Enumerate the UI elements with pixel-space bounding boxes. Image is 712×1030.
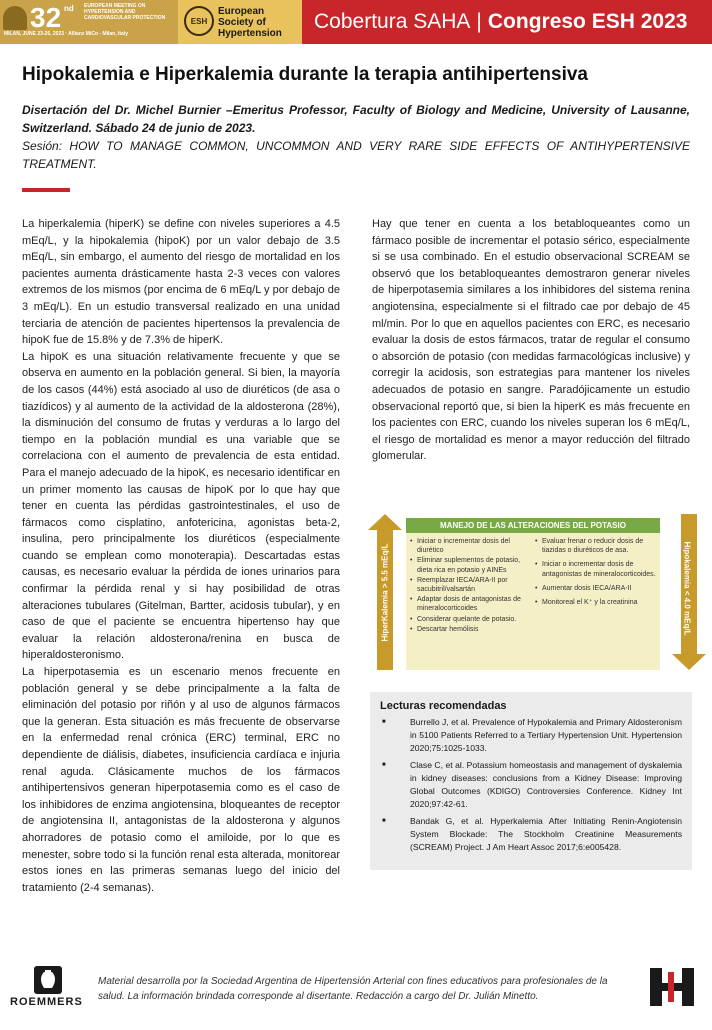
header-banner (0, 0, 712, 44)
management-table-title: MANEJO DE LAS ALTERACIONES DEL POTASIO (406, 518, 660, 533)
hyper-action: • Considerar quelante de potasio. (410, 615, 531, 624)
paragraph-3: La hiperpotasemia es un escenario menos frecuente en población general y se debe principalmente a la falta de eliminación del potasio por riñón y al uso de algunos fármacos que la generan. Esta situación es más frecuente de observarse en la enfermedad renal crónica (ERC) terminal, ERC no dependiente de diálisis, diabetes, insuficiencia cardíaca e injuria renal aguda. Clásicamente muchos de los fármacos antihipertensivos generan hiperpotasemia como es el caso de los inhibidores de enzima angiotensina, bloqueantes de receptor de angiotensina II, antagonistas de la aldosterona y algunos ahorradores de potasio como el amiloide, por lo que es menester, sobre todo si la función renal esta alterada, monitorear estos iones en las primeras semanas luego del inicio del tratamiento (2-4 semanas). (22, 666, 340, 894)
hypo-action: • Iniciar o incrementar dosis de antagonistas de mineralocorticoides. (535, 560, 656, 578)
speaker-line: Disertación del Dr. Michel Burnier –Emeritus Professor, Faculty of Biology and Medicine, University of Lausanne, Switzerland. Sábado 24 de junio de 2023. (22, 103, 690, 135)
hypo-action: • Monitoreal el K⁺ y la creatinina (535, 598, 656, 607)
hyper-action: • Descartar hemólisis (410, 625, 531, 634)
session-line: Sesión: HOW TO MANAGE COMMON, UNCOMMON AND VERY RARE SIDE EFFECTS OF ANTIHYPERTENSIVE TREATMENT. (22, 139, 690, 171)
banner-title-bold: Congreso ESH 2023 (487, 10, 688, 33)
roemmers-logo (10, 966, 86, 1012)
readings-title: Lecturas recomendadas (380, 700, 507, 712)
hyperkalemia-arrow-label: HiperKalemia > 5.5 mEq/L (380, 543, 390, 642)
management-table (406, 518, 660, 670)
article-title: Hipokalemia e Hiperkalemia durante la terapia antihipertensiva (22, 64, 588, 85)
esh-name-line-1: European (218, 6, 265, 17)
hyper-action: • Eliminar suplementos de potasio, dieta rica en potasio y AINEs (410, 556, 531, 574)
hyper-action: • Adaptar dosis de antagonistas de mineralocorticoides (410, 595, 531, 613)
banner-title-separator: | (476, 10, 482, 33)
reading-item: ■ Clase C, et al. Potassium homeostasis and management of dyskalemia in kidney diseases: conclusions from a Kidney Disease: Improving Global Outcomes (KDIGO) Controversies Conference. Kidney Int 2020;97:42-61. (380, 759, 682, 811)
esh-logo-icon: ESH (184, 6, 214, 36)
article-intro (22, 101, 690, 173)
paragraph-1: La hiperkalemia (hiperK) se define con niveles superiores a 4.5 mEq/L, y la hipokalemia (hipoK) por un valor debajo de 3.5 mEq/L, sin embargo, el aumento del riesgo de mortalidad en los pacientes aumenta drásticamente hasta 2-3 veces con valores extremos de los mismos (por encima de 6 mEq/L y por debajo de 3 mEq/L). En un estudio transversal realizado en una unidad terciaria de atención de pacientes hipertensos la prevalencia de hipoK fue de 15.8% y de 7.3% de hiperK. (22, 218, 340, 347)
congress-name: EUROPEAN MEETING ON HYPERTENSION AND CARDIOVASCULAR PROTECTION (84, 3, 166, 21)
esh-banner (178, 0, 302, 44)
duomo-icon (3, 6, 27, 30)
esh-name-line-3: Hypertension (218, 28, 282, 39)
hyper-action: • Iniciar o incrementar dosis del diurético (410, 537, 531, 555)
roemmers-brand: ROEMMERS (10, 996, 83, 1008)
vase-icon (10, 966, 86, 996)
hypokalemia-arrow-label: Hipokalemia < 4.0 mEq/L (682, 541, 692, 636)
title-divider (22, 188, 70, 192)
potassium-management-diagram (362, 514, 708, 670)
saha-h-logo-icon (648, 966, 696, 1008)
banner-title-light: Cobertura SAHA (314, 10, 471, 33)
paragraph-4: Hay que tener en cuenta a los betabloqueantes como un fármaco posible de incrementar el potasio sérico, especialmente si se usa combinado. En el estudio observacional SCREAM se observó que los betabloqueantes demostraron generar niveles de hiperpotasemia similares a los inhibidores del sistema renina angiotensina, especialmente si el filtrado cae por debajo de 45 ml/min. Por lo que en aquellos pacientes con ERC, es necesario evaluar la dosis de estos fármacos, tratar de regular el consumo o absorción de potasio (con medidas farmacológicas inclusive) y corregir la acidosis, son estrategias para mantener los niveles adecuados de potasio en sangre. Paradójicamente un estudio observacional reportó que, si bien la hiperK es más frecuente en los pacientes con ERC, cuando los niveles superan los 6 mEq/L, el riesgo de mortalidad es menor a mayor reducción del filtrado glomerular. (372, 218, 690, 463)
congress-details: MILAN, JUNE 23-26, 2023 · Allianz MiCo - Milan, Italy (4, 31, 129, 37)
left-column (22, 216, 340, 896)
esh-name-line-2: Society of (218, 17, 266, 28)
congress-banner (0, 0, 178, 44)
hyper-action: • Reemplazar IECA/ARA-II por sacubitril/valsartán (410, 576, 531, 594)
congress-suffix: nd (64, 4, 74, 13)
hyperkalemia-actions (408, 537, 533, 635)
right-column (372, 216, 690, 465)
reading-item: ■ Bandak G, et al. Hyperkalemia After Initiating Renin-Angiotensin System Blockade: The Stockholm Creatinine Measurements (SCREAM) Project. J Am Heart Assoc 2017;6:e005428. (380, 815, 682, 854)
hypokalemia-actions (533, 537, 658, 635)
reading-item: ■ Burrello J, et al. Prevalence of Hypokalemia and Primary Aldosteronism in 5100 Patients Referred to a Tertiary Hypertension Unit. Hypertension 2020;75:1025-1033. (380, 716, 682, 755)
hypo-action: • Evaluar frenar o reducir dosis de tiazidas o diuréticos de asa. (535, 537, 656, 555)
esh-name (218, 6, 282, 39)
hypo-action: • Aumentar dosis IECA/ARA-II (535, 584, 656, 593)
paragraph-2: La hipoK es una situación relativamente frecuente y que se observa en aumento en la población general. Si bien, la mayoría de los casos (44%) está asociado al uso de diuréticos (de asa o tiazídicos) y al aumento de la actividad de la aldosterona (28%), la disminución del consumo de frutas y verduras a lo largo del tiempo en la población mundial es una variable que se correlaciona con el aumento de prevalencia de esta entidad. Para el manejo adecuado de la hipoK, es necesario identificar en un primer momento las causas de hipoK por lo que hay que tener en cuenta las pérdidas gastrointestinales, el uso de fármacos como cisplatino, anfotericina, agonistas beta-2, insulina, pero principalmente los diuréticos (especialmente cuando se emplean como monoterapia). Descartadas estas causas, es necesario evaluar la pérdida de iones urinarios para confirmar la pérdida renal y si hay posibilidad de otras alteraciones tubulares (Gitelman, Bartter, acidosis tubular), y en caso de que el paciente se encuentra hipertenso hay que evaluar la relación aldosterona/renina en busca de hiperaldosteronismo. (22, 350, 340, 662)
banner-title (302, 0, 712, 44)
footer-disclaimer: Material desarrolla por la Sociedad Argentina de Hipertensión Arterial con fines educativos para profesionales de la salud. La información brindada corresponde al disertante. Redacción a cargo del Dr. Julián Minetto. (98, 976, 608, 1002)
recommended-readings (370, 692, 692, 870)
congress-number: 32 (30, 2, 62, 33)
